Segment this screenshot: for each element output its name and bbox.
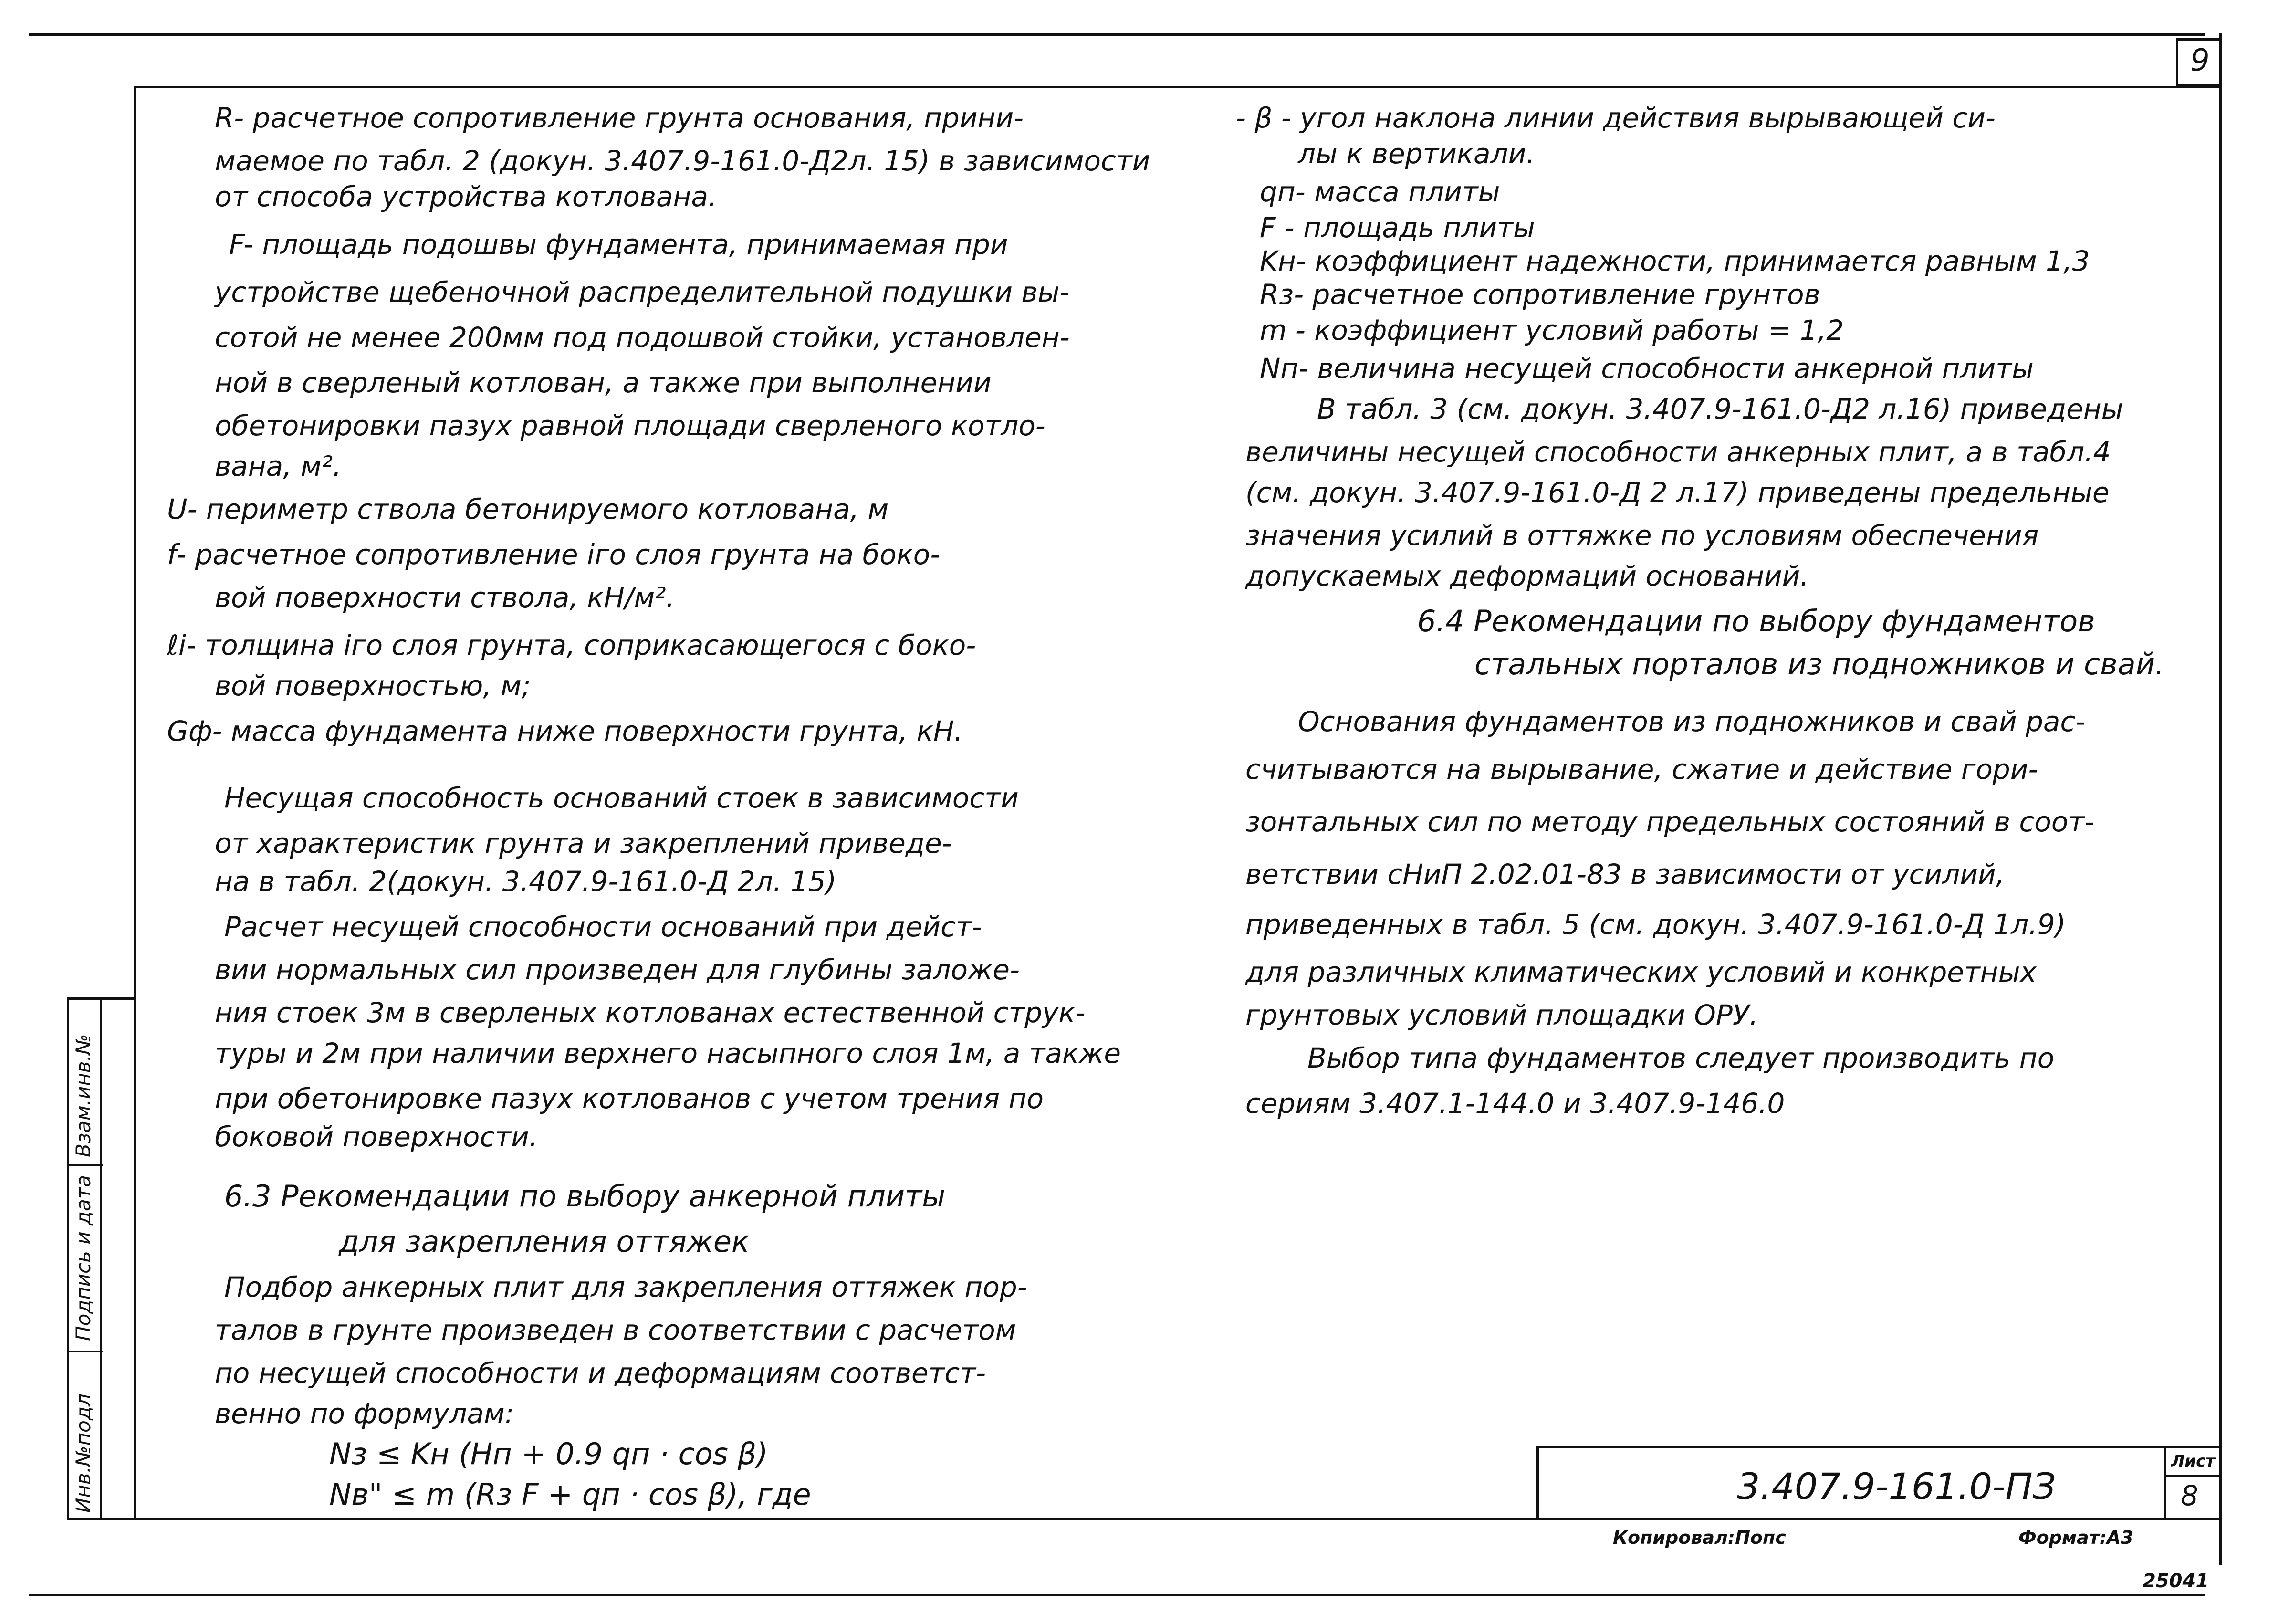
side-stamp-row2 [67, 1351, 103, 1352]
side-stamp-divider [100, 997, 102, 1520]
side-stamp-inv-podl: Инв.№подл [72, 1393, 95, 1513]
left-line: Gф- масса фундамента ниже поверхности грунта, кН. [167, 715, 963, 747]
formula-2: Nв" ≤ m (Rз F + qп · cos β), где [329, 1477, 811, 1512]
side-stamp-vzam-inv: Взам.инв.№ [72, 1034, 95, 1157]
left-line: боковой поверхности. [215, 1121, 538, 1153]
section-6-4-body-line: ветствии сНиП 2.02.01-83 в зависимости от усилий, [1245, 858, 2005, 891]
section-6-4-body-line: приведенных в табл. 5 (см. докун. 3.407.9-161.0-Д 1л.9) [1245, 908, 2066, 941]
section-6-4-body-line: считываются на вырывание, сжатие и действие гори- [1245, 753, 2038, 786]
left-line: Расчет несущей способности оснований при дейст- [224, 911, 982, 943]
left-line: U- периметр ствола бетонируемого котлована, м [167, 493, 889, 525]
left-line: маемое по табл. 2 (докун. 3.407.9-161.0-Д2л. 15) в зависимости [215, 145, 1150, 177]
right-line: Nп- величина несущей способности анкерной плиты [1260, 352, 2034, 385]
frame-outer-bottom-line [29, 1594, 2205, 1596]
left-line: сотой не менее 200мм под подошвой стойки, установлен- [215, 321, 1070, 354]
formula-1: Nз ≤ Kн (Hп + 0.9 qп · cos β) [329, 1436, 768, 1471]
left-line: устройстве щебеночной распределительной подушки вы- [215, 276, 1070, 308]
section-6-4-title-line2: стальных порталов из подножников и свай. [1474, 647, 2164, 681]
section-6-4-body-line: для различных климатических условий и конкретных [1245, 956, 2037, 988]
right-line: qп- масса плиты [1260, 176, 1500, 208]
right-line: - β - угол наклона линии действия вырывающей си- [1236, 102, 1996, 134]
right-line: В табл. 3 (см. докун. 3.407.9-161.0-Д2 л.16) приведены [1317, 393, 2123, 425]
sheet-label: Лист [2171, 1452, 2215, 1471]
side-stamp-sign-date: Подпись и дата [72, 1175, 95, 1341]
left-line: туры и 2м при наличии верхнего насыпного слоя 1м, а также [215, 1037, 1121, 1069]
right-line: F - площадь плиты [1260, 211, 1535, 244]
right-line: m - коэффициент условий работы = 1,2 [1260, 314, 1844, 346]
section-6-3-body-line: талов в грунте произведен в соответствии с расчетом [215, 1314, 1016, 1346]
section-6-3-title-line2: для закрепления оттяжек [339, 1224, 750, 1259]
document-designation: 3.407.9-161.0-ПЗ [1737, 1465, 2056, 1508]
left-line: при обетонировке пазух котлованов с учетом трения по [215, 1082, 1044, 1115]
frame-top-line [29, 33, 2205, 36]
copied-label: Копировал:Попс [1613, 1527, 1786, 1548]
frame-inner-top-line [134, 86, 2222, 88]
left-line: Несущая способность оснований стоек в зависимости [224, 782, 1019, 814]
right-line: Rз- расчетное сопротивление грунтов [1260, 278, 1820, 311]
left-line: от способа устройства котлована. [215, 180, 717, 213]
left-line: вии нормальных сил произведен для глубины заложе- [215, 953, 1020, 986]
section-6-3-body-line: по несущей способности и деформациям соответст- [215, 1357, 986, 1389]
left-line: на в табл. 2(докун. 3.407.9-161.0-Д 2л. 15) [215, 865, 837, 898]
title-block-divider [2164, 1446, 2166, 1520]
left-line: вой поверхности ствола, кН/м². [215, 581, 675, 614]
section-6-4-body-line: грунтовых условий площадки ОРУ. [1245, 999, 1758, 1031]
side-stamp-row1 [67, 1164, 103, 1166]
frame-right-line [2219, 33, 2222, 1565]
section-6-4-body-line: сериям 3.407.1-144.0 и 3.407.9-146.0 [1245, 1087, 1785, 1120]
left-line: от характеристик грунта и закреплений приведе- [215, 827, 952, 859]
right-line: допускаемых деформаций оснований. [1245, 560, 1809, 592]
archive-number: 25041 [2143, 1570, 2209, 1592]
title-block-sheet-divider [2164, 1475, 2222, 1477]
section-6-4-body-line: зонтальных сил по методу предельных состояний в соот- [1245, 806, 2095, 838]
format-label: Формат:А3 [2018, 1527, 2133, 1548]
left-line: R- расчетное сопротивление грунта основания, прини- [215, 102, 1024, 134]
sheet-number: 8 [2181, 1479, 2198, 1512]
left-line: f- расчетное сопротивление iго слоя грунта на боко- [167, 538, 941, 571]
left-line: F- площадь подошвы фундамента, принимаемая при [229, 228, 1008, 261]
section-6-3-body-line: венно по формулам: [215, 1397, 514, 1430]
left-line: вой поверхностью, м; [215, 670, 531, 702]
section-6-4-body-line: Выбор типа фундаментов следует производить по [1307, 1042, 2055, 1074]
right-line: (см. докун. 3.407.9-161.0-Д 2 л.17) приведены предельные [1245, 476, 2110, 509]
left-line: ℓi- толщина iго слоя грунта, соприкасающегося с боко- [167, 629, 976, 661]
right-line: величины несущей способности анкерных плит, а в табл.4 [1245, 436, 2111, 468]
right-line: значения усилий в оттяжке по условиям обеспечения [1245, 519, 2039, 552]
section-6-3-body-line: Подбор анкерных плит для закрепления оттяжек пор- [224, 1271, 1027, 1303]
left-line: вана, м². [215, 450, 342, 482]
right-line: Kн- коэффициент надежности, принимается равным 1,3 [1260, 245, 2090, 277]
right-line: лы к вертикали. [1298, 137, 1535, 170]
section-6-3-title-line1: 6.3 Рекомендации по выбору анкерной плиты [224, 1179, 946, 1214]
section-6-4-body-line: Основания фундаментов из подножников и свай рас- [1298, 705, 2086, 738]
top-sheet-number: 9 [2190, 43, 2210, 78]
left-line: обетонировки пазух равной площади сверленого котло- [215, 409, 1045, 442]
section-6-4-title-line1: 6.4 Рекомендации по выбору фундаментов [1417, 604, 2095, 639]
left-line: ной в сверленый котлован, а также при выполнении [215, 367, 992, 399]
left-line: ния стоек 3м в сверленых котлованах естественной струк- [215, 996, 1086, 1029]
